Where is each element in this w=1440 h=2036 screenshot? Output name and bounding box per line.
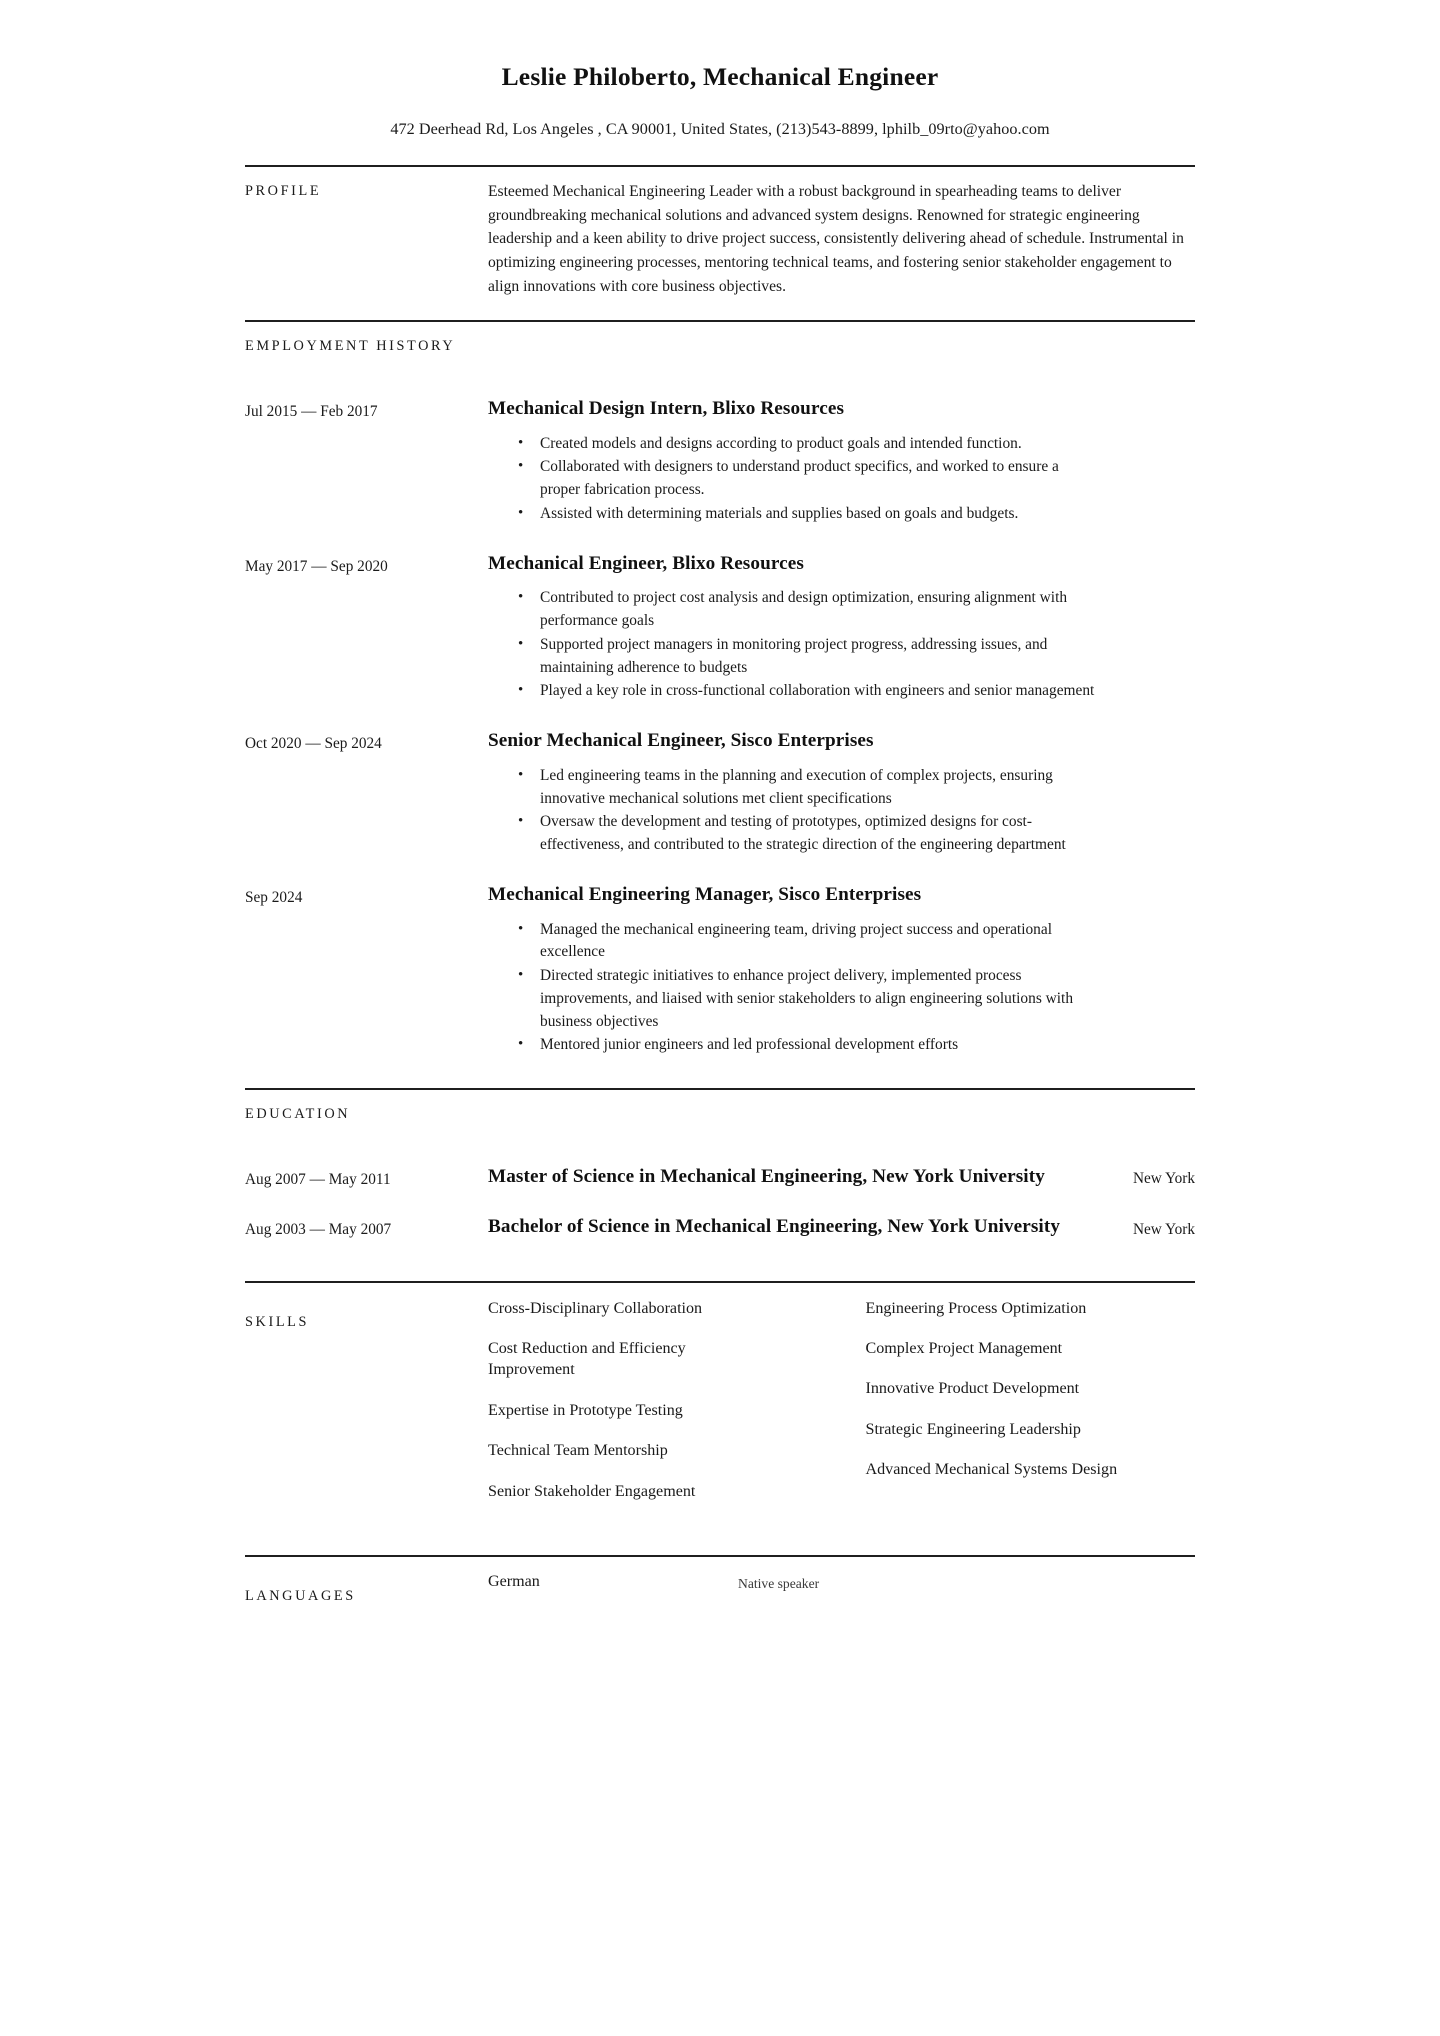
education-entry-date: Aug 2003 — May 2007 — [245, 1221, 392, 1239]
employment-section — [245, 322, 1195, 1088]
employment-entry-title: Mechanical Engineering Manager, Sisco Enterprises — [488, 883, 922, 905]
languages-section — [245, 1557, 1195, 1636]
skill-item: Cost Reduction and Efficiency Improvement — [488, 1340, 686, 1379]
list-item: • Created models and designs according to product goals and intended function. — [518, 433, 1095, 456]
employment-entry-title: Mechanical Design Intern, Blixo Resources — [488, 398, 845, 420]
list-item: • Collaborated with designers to understand product specifics, and worked to ensure a proper fabrication process. — [518, 456, 1095, 502]
resume-document — [170, 0, 1270, 1636]
languages-section-label: LANGUAGES — [245, 1588, 356, 1605]
skill-item: Expertise in Prototype Testing — [488, 1401, 683, 1419]
skills-column-right — [866, 1298, 1196, 1521]
employment-entry-bullets — [488, 919, 1095, 1058]
list-item: • Assisted with determining materials and supplies based on goals and budgets. — [518, 503, 1095, 526]
employment-entry-location — [1105, 1056, 1195, 1058]
education-entry-title: Master of Science in Mechanical Engineering, New York University — [488, 1165, 1045, 1187]
list-item: • Led engineering teams in the planning and execution of complex projects, ensuring innovative mechanical solutions met client specifications — [518, 765, 1095, 811]
employment-entry — [245, 527, 1195, 705]
employment-entry — [245, 858, 1195, 1058]
employment-entry-title: Senior Mechanical Engineer, Sisco Enterprises — [488, 730, 874, 752]
employment-entry-date: Oct 2020 — Sep 2024 — [245, 735, 382, 753]
employment-entry-bullets — [488, 765, 1095, 857]
employment-entry — [245, 704, 1195, 858]
employment-entry-bullets — [488, 433, 1095, 526]
education-entry-date: Aug 2007 — May 2011 — [245, 1170, 391, 1188]
skills-section-label: SKILLS — [245, 1313, 310, 1330]
education-entry-location: New York — [1132, 1170, 1195, 1188]
list-item: • Contributed to project cost analysis and design optimization, ensuring alignment with performance goals — [518, 587, 1095, 633]
page-title: Leslie Philoberto, Mechanical Engineer — [501, 62, 939, 91]
employment-entry-location — [1105, 856, 1195, 858]
employment-entry-bullets — [488, 587, 1095, 703]
skill-item: Engineering Process Optimization — [865, 1299, 1087, 1317]
skill-item: Innovative Product Development — [865, 1380, 1080, 1398]
education-section-label: EDUCATION — [245, 1106, 351, 1123]
skills-column-left — [488, 1298, 818, 1521]
skill-item: Advanced Mechanical Systems Design — [865, 1461, 1118, 1479]
skill-item: Complex Project Management — [865, 1340, 1063, 1358]
education-entry-location: New York — [1132, 1220, 1195, 1238]
list-item: • Played a key role in cross-functional collaboration with engineers and senior management — [518, 680, 1095, 703]
employment-entry-date: May 2017 — Sep 2020 — [245, 557, 388, 575]
employment-entry — [245, 372, 1195, 527]
contact-line: 472 Deerhead Rd, Los Angeles , CA 90001, United States, (213)543-8899, lphilb_09rto@yahoo.com — [390, 120, 1050, 138]
skill-item: Strategic Engineering Leadership — [865, 1420, 1081, 1438]
education-entry — [245, 1140, 1195, 1190]
education-entry — [245, 1190, 1195, 1240]
employment-entry-date: Jul 2015 — Feb 2017 — [245, 403, 378, 421]
skill-item: Senior Stakeholder Engagement — [488, 1482, 696, 1500]
employment-entry-location — [1105, 525, 1195, 527]
language-name: German — [488, 1573, 540, 1591]
profile-section — [245, 167, 1195, 320]
profile-section-label: PROFILE — [245, 183, 322, 199]
education-entry-title: Bachelor of Science in Mechanical Engineering, New York University — [488, 1216, 1061, 1238]
employment-entry-date: Sep 2024 — [245, 888, 303, 906]
employment-entry-title: Mechanical Engineer, Blixo Resources — [488, 552, 804, 574]
education-section — [245, 1090, 1195, 1280]
profile-text: Esteemed Mechanical Engineering Leader with a robust background in spearheading teams to deliver groundbreaking mechanical solutions and advanced system designs. Renowned for strategic engineering leadership and a keen ability to drive project success, consistently delivering ahead of schedule. Instrumental in optimizing engineering processes, mentoring technical teams, and fostering senior stakeholder engagement to align innovations with core business objectives. — [488, 183, 1184, 295]
skill-item: Technical Team Mentorship — [488, 1442, 668, 1460]
skill-item: Cross-Disciplinary Collaboration — [488, 1299, 703, 1317]
skills-section — [245, 1283, 1195, 1555]
language-level: Native speaker — [738, 1576, 820, 1592]
employment-entry-location — [1105, 702, 1195, 704]
list-item: • Supported project managers in monitoring project progress, addressing issues, and maintaining adherence to budgets — [518, 634, 1095, 680]
list-item: • Oversaw the development and testing of prototypes, optimized designs for cost-effectiveness, and contributed to the strategic direction of the engineering department — [518, 811, 1095, 857]
list-item: • Managed the mechanical engineering team, driving project success and operational excellence — [518, 919, 1095, 965]
employment-section-label: EMPLOYMENT HISTORY — [245, 338, 456, 355]
list-item: • Mentored junior engineers and led professional development efforts — [518, 1034, 1095, 1057]
list-item: • Directed strategic initiatives to enhance project delivery, implemented process improvements, and liaised with senior stakeholders to align engineering solutions with business objectives — [518, 965, 1095, 1033]
